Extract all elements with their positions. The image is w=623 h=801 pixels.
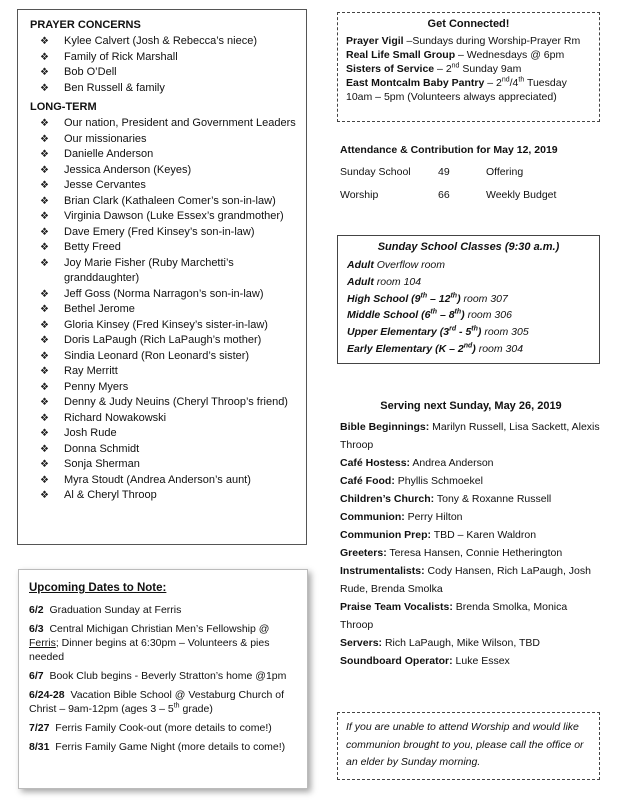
diamond-bullet-icon: ❖	[40, 288, 49, 300]
serving-role-label: Children’s Church:	[340, 493, 435, 505]
prayer-list-item	[30, 65, 306, 81]
sunday-school-classes-box	[337, 235, 600, 364]
superscript: th	[518, 76, 525, 84]
diamond-bullet-icon: ❖	[40, 459, 49, 470]
serving-role-row	[340, 490, 602, 508]
class-label: )	[457, 292, 461, 305]
class-label: )	[461, 309, 465, 322]
class-label: )	[477, 326, 482, 339]
diamond-bullet-icon: ❖	[40, 397, 49, 408]
serving-role-row	[340, 652, 602, 670]
serving-role-names: Marilyn Russell, Lisa Sackett, Alexis Throop	[340, 421, 600, 451]
prayer-name: Myra Stoudt (Andrea Anderson’s aunt)	[64, 473, 251, 486]
superscript: rd	[449, 325, 457, 333]
superscript: th	[454, 308, 462, 316]
serving-role-row	[340, 562, 602, 598]
prayer-name: Danielle Anderson	[64, 148, 154, 160]
prayer-list-item	[30, 163, 306, 179]
prayer-name: Sindia Leonard (Ron Leonard’s sister)	[64, 349, 250, 362]
prayer-name: Gloria Kinsey (Fred Kinsey’s sister-in-law)	[64, 318, 268, 331]
date-label: 6/24-28	[29, 689, 65, 701]
connect-label: Prayer Vigil	[346, 35, 404, 47]
prayer-list-item	[30, 442, 306, 458]
attendance-value: 66	[438, 189, 450, 201]
diamond-bullet-icon: ❖	[40, 211, 49, 222]
prayer-name: Sonja Sherman	[64, 458, 140, 470]
prayer-name: Denny & Judy Neuins (Cheryl Throop’s friend)	[64, 396, 288, 408]
prayer-name: Jessica Anderson (Keyes)	[64, 163, 192, 176]
class-line	[347, 291, 590, 308]
date-text: Graduation Sunday at Ferris	[49, 604, 182, 616]
prayer-name: Family of Rick Marshall	[64, 50, 178, 63]
prayer-name: Dave Emery (Fred Kinsey’s son-in-law)	[64, 225, 255, 238]
date-text: grade)	[179, 703, 213, 715]
connect-text: – 2	[434, 63, 452, 75]
date-row	[29, 688, 297, 716]
prayer-list-item	[30, 333, 306, 349]
prayer-name: Joy Marie Fisher (Ruby Marchetti’s granddaughter)	[64, 256, 234, 284]
prayer-list-item	[30, 132, 306, 148]
serving-role-names: TBD – Karen Waldron	[431, 529, 537, 541]
diamond-bullet-icon: ❖	[40, 319, 49, 331]
connect-label: Sisters of Service	[346, 63, 435, 75]
serving-title: Serving next Sunday, May 26, 2019	[380, 400, 562, 412]
connect-line	[346, 34, 591, 48]
connect-label: Real Life Small Group	[346, 49, 456, 61]
prayer-list-item	[30, 349, 306, 365]
prayer-name: Josh Rude	[64, 427, 117, 439]
superscript: th	[420, 292, 428, 300]
get-connected-title: Get Connected!	[427, 18, 510, 30]
serving-role-names: Cody Hansen, Rich LaPaugh, Josh Rude, Brenda Smolka	[340, 565, 591, 595]
serving-list	[340, 418, 602, 670]
serving-role-names: Teresa Hansen, Connie Hetherington	[386, 547, 563, 559]
serving-section	[340, 400, 602, 670]
serving-role-names: Rich LaPaugh, Mike Wilson, TBD	[382, 637, 540, 649]
date-label: 6/3	[29, 623, 44, 635]
prayer-list-item	[30, 34, 306, 50]
prayer-list-item	[30, 178, 306, 194]
superscript: nd	[501, 76, 510, 84]
prayer-list-item	[30, 50, 306, 66]
diamond-bullet-icon: ❖	[40, 350, 49, 362]
prayer-name: Our missionaries	[64, 132, 147, 145]
superscript: th	[430, 308, 438, 316]
contribution-label: Weekly Budget	[486, 189, 557, 201]
prayer-name: Al & Cheryl Throop	[64, 489, 157, 501]
diamond-bullet-icon: ❖	[40, 67, 49, 78]
prayer-list-item	[30, 364, 306, 380]
diamond-bullet-icon: ❖	[40, 366, 49, 377]
serving-role-label: Communion:	[340, 511, 405, 523]
serving-role-names: Brenda Smolka, Monica Throop	[340, 601, 568, 631]
serving-role-row	[340, 508, 602, 526]
prayer-name: Jesse Cervantes	[64, 179, 146, 191]
prayer-concerns-list	[30, 34, 306, 96]
connect-line	[346, 62, 591, 76]
class-room: room 306	[464, 309, 512, 322]
class-label: Adult	[347, 275, 374, 288]
class-label: Early Elementary (K – 2	[347, 342, 464, 355]
prayer-name: Bethel Jerome	[64, 303, 135, 315]
class-line	[347, 274, 590, 291]
attendance-row	[340, 165, 600, 179]
class-room: room 307	[460, 292, 508, 305]
diamond-bullet-icon: ❖	[40, 51, 49, 63]
date-text: Central Michigan Christian Men’s Fellowship @	[49, 623, 270, 635]
connect-text: Tuesday	[524, 77, 567, 89]
serving-role-names: Andrea Anderson	[410, 457, 494, 469]
serving-role-row	[340, 634, 602, 652]
diamond-bullet-icon: ❖	[40, 226, 49, 238]
serving-role-names: Luke Essex	[452, 655, 510, 667]
serving-role-label: Café Food:	[340, 475, 395, 487]
prayer-list-item	[30, 194, 306, 210]
date-text: Ferris Family Cook-out (more details to come!)	[55, 722, 272, 734]
communion-note-text: If you are unable to attend Worship and would like communion brought to you, please call the office or an elder by Sunday morning.	[346, 721, 584, 768]
prayer-list-item	[30, 395, 306, 411]
class-label: - 5	[456, 326, 472, 339]
diamond-bullet-icon: ❖	[40, 335, 49, 346]
diamond-bullet-icon: ❖	[40, 304, 49, 315]
prayer-list-item	[30, 473, 306, 489]
get-connected-box	[337, 12, 600, 122]
diamond-bullet-icon: ❖	[40, 82, 49, 94]
date-row	[29, 721, 297, 735]
serving-role-row	[340, 454, 602, 472]
class-line	[347, 341, 590, 358]
prayer-name: Betty Freed	[64, 241, 121, 253]
class-room: room 104	[373, 275, 422, 288]
connect-text: Sunday 9am	[459, 63, 522, 75]
communion-note-box	[337, 712, 600, 780]
prayer-name: Ben Russell & family	[64, 81, 165, 94]
date-row	[29, 740, 297, 754]
serving-role-label: Instrumentalists:	[340, 565, 425, 577]
diamond-bullet-icon: ❖	[40, 164, 49, 176]
class-label: – 8	[437, 309, 455, 322]
prayer-list-item	[30, 256, 306, 287]
class-label: – 12	[427, 292, 451, 305]
class-label: Upper Elementary (3	[347, 326, 450, 339]
prayer-list-item	[30, 81, 306, 97]
prayer-name: Jeff Goss (Norma Narragon’s son-in-law)	[64, 287, 264, 300]
serving-role-label: Servers:	[340, 637, 383, 649]
serving-role-row	[340, 544, 602, 562]
prayer-box	[17, 9, 307, 545]
superscript: nd	[463, 342, 473, 350]
prayer-list-item	[30, 302, 306, 318]
prayer-name: Brian Clark (Kathaleen Comer’s son-in-law)	[64, 194, 276, 207]
prayer-list-item	[30, 318, 306, 334]
serving-role-row	[340, 598, 602, 634]
diamond-bullet-icon: ❖	[40, 474, 49, 486]
prayer-concerns-title: PRAYER CONCERNS	[30, 19, 141, 31]
serving-role-label: Greeters:	[340, 547, 387, 559]
class-label: Middle School (6	[347, 309, 431, 322]
serving-role-row	[340, 418, 602, 454]
attendance-title: Attendance & Contribution for May 12, 2019	[340, 144, 558, 156]
attendance-value: 49	[438, 166, 450, 178]
serving-role-row	[340, 472, 602, 490]
contribution-label: Offering	[486, 166, 524, 178]
diamond-bullet-icon: ❖	[40, 257, 49, 269]
prayer-name: Donna Schmidt	[64, 442, 140, 455]
serving-role-label: Communion Prep:	[340, 529, 431, 541]
diamond-bullet-icon: ❖	[40, 490, 49, 501]
prayer-name: Kylee Calvert (Josh & Rebecca’s niece)	[64, 35, 257, 47]
attendance-label: Sunday School	[340, 166, 411, 178]
date-label: 8/31	[29, 741, 50, 753]
connect-text: /4	[509, 77, 519, 89]
serving-role-names: Phyllis Schmoekel	[394, 475, 483, 487]
prayer-list-item	[30, 116, 306, 132]
serving-role-label: Café Hostess:	[340, 457, 411, 469]
prayer-list-item	[30, 147, 306, 163]
prayer-name: Virginia Dawson (Luke Essex’s grandmother)	[64, 210, 284, 222]
upcoming-dates-title: Upcoming Dates to Note:	[29, 582, 167, 594]
prayer-name: Bob O’Dell	[64, 66, 117, 78]
class-line	[347, 324, 590, 341]
attendance-label: Worship	[340, 189, 379, 201]
classes-title: Sunday School Classes (9:30 a.m.)	[377, 241, 560, 253]
superscript: th	[471, 325, 478, 333]
class-label: Adult	[347, 259, 374, 271]
prayer-name: Penny Myers	[64, 380, 129, 393]
long-term-list	[30, 116, 306, 504]
diamond-bullet-icon: ❖	[40, 381, 49, 393]
connect-line	[346, 76, 591, 90]
prayer-name: Richard Nowakowski	[64, 411, 167, 424]
prayer-list-item	[30, 411, 306, 427]
diamond-bullet-icon: ❖	[40, 36, 49, 47]
class-room: room 304	[475, 342, 524, 355]
diamond-bullet-icon: ❖	[40, 118, 49, 129]
superscript: th	[173, 702, 180, 710]
diamond-bullet-icon: ❖	[40, 242, 49, 253]
date-row	[29, 603, 297, 617]
attendance-section	[340, 144, 600, 211]
serving-role-label: Praise Team Vocalists:	[340, 601, 453, 613]
serving-role-names: Perry Hilton	[404, 511, 463, 523]
diamond-bullet-icon: ❖	[40, 412, 49, 424]
connect-text: –Sundays during Worship-Prayer Rm	[403, 35, 581, 47]
connect-line: 10am – 5pm (Volunteers always appreciated)	[346, 91, 557, 103]
attendance-row	[340, 188, 600, 202]
superscript: nd	[451, 62, 460, 70]
date-label: 6/7	[29, 670, 44, 682]
serving-role-names: Tony & Roxanne Russell	[434, 493, 552, 505]
diamond-bullet-icon: ❖	[40, 149, 49, 160]
serving-role-label: Soundboard Operator:	[340, 655, 453, 667]
superscript: th	[450, 292, 458, 300]
date-label: 6/2	[29, 604, 44, 616]
connect-text: – 2	[484, 77, 502, 89]
prayer-list-item	[30, 380, 306, 396]
class-label: )	[472, 342, 476, 355]
connect-label: East Montcalm Baby Pantry	[346, 77, 485, 89]
upcoming-dates-box	[18, 569, 308, 789]
prayer-list-item	[30, 457, 306, 473]
class-line	[347, 307, 590, 324]
date-text-underlined: Ferris	[29, 637, 56, 649]
diamond-bullet-icon: ❖	[40, 443, 49, 455]
prayer-list-item	[30, 225, 306, 241]
diamond-bullet-icon: ❖	[40, 195, 49, 207]
prayer-name: Doris LaPaugh (Rich LaPaugh’s mother)	[64, 334, 262, 346]
prayer-list-item	[30, 426, 306, 442]
connect-line	[346, 48, 591, 62]
date-text: Book Club begins - Beverly Stratton’s home @1pm	[49, 670, 287, 682]
prayer-list-item	[30, 287, 306, 303]
serving-role-row	[340, 526, 602, 544]
prayer-list-item	[30, 240, 306, 256]
prayer-name: Our nation, President and Government Leaders	[64, 117, 296, 129]
date-text: Vacation Bible School @ Vestaburg Church of Christ – 9am-12pm (ages 3 – 5	[29, 689, 285, 715]
serving-role-label: Bible Beginnings:	[340, 421, 430, 433]
date-row	[29, 669, 297, 683]
date-row	[29, 622, 297, 664]
connect-text: – Wednesdays @ 6pm	[455, 49, 565, 61]
date-label: 7/27	[29, 722, 50, 734]
prayer-list-item	[30, 209, 306, 225]
class-room: room 305	[481, 326, 529, 339]
class-line	[347, 257, 590, 274]
long-term-title: LONG-TERM	[30, 101, 97, 113]
prayer-list-item	[30, 488, 306, 504]
date-text: Ferris Family Game Night (more details to come!)	[55, 741, 286, 753]
date-text: ; Dinner begins at 6:30pm – Volunteers & pies needed	[29, 637, 270, 663]
class-room: Overflow room	[373, 259, 446, 271]
diamond-bullet-icon: ❖	[40, 133, 49, 145]
class-label: High School (9	[347, 292, 421, 305]
diamond-bullet-icon: ❖	[40, 180, 49, 191]
diamond-bullet-icon: ❖	[40, 428, 49, 439]
prayer-name: Ray Merritt	[64, 365, 118, 377]
